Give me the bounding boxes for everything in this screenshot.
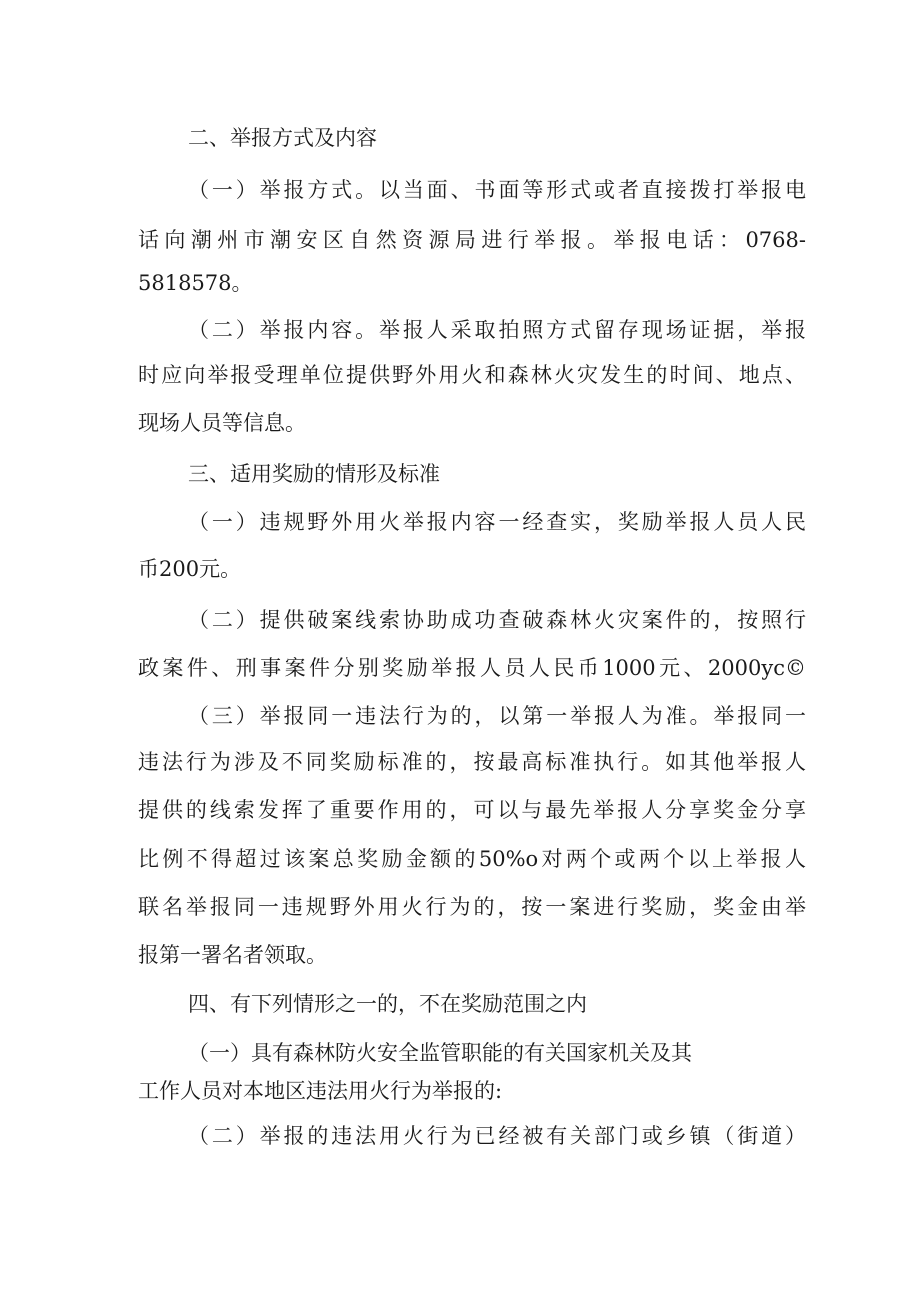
paragraph-line: （一）具有森林防火安全监管职能的有关国家机关及其 (188, 1041, 692, 1065)
paragraph-line: 话向潮州市潮安区自然资源局进行举报。举报电话：0768- (138, 228, 806, 252)
section-heading-4: 四、有下列情形之一的，不在奖励范围之内 (188, 992, 587, 1016)
paragraph-line: 报第一署名者领取。 (138, 943, 327, 967)
paragraph-line: 提供的线索发挥了重要作用的，可以与最先举报人分享奖金分享 (138, 798, 806, 822)
paragraph-line: （二）举报内容。举报人采取拍照方式留存现场证据，举报 (188, 318, 806, 342)
paragraph-line: 工作人员对本地区违法用火行为举报的: (138, 1079, 503, 1103)
paragraph-line: （二）举报的违法用火行为已经被有关部门或乡镇（街道） (188, 1124, 806, 1148)
paragraph-line: 联名举报同一违规野外用火行为的，按一案进行奖励，奖金由举 (138, 895, 806, 919)
paragraph-line: 币200元。 (138, 557, 242, 581)
paragraph-line: 比例不得超过该案总奖励金额的50%o对两个或两个以上举报人 (138, 847, 806, 871)
paragraph-line: （一）举报方式。以当面、书面等形式或者直接拨打举报电 (188, 178, 806, 202)
paragraph-line: 现场人员等信息。 (138, 411, 306, 435)
paragraph-line: 5818578。 (138, 271, 253, 295)
paragraph-line: 政案件、刑事案件分别奖励举报人员人民币1000元、2000yc© (138, 656, 806, 680)
paragraph-line: （二）提供破案线索协助成功查破森林火灾案件的，按照行 (188, 608, 806, 632)
section-heading-3: 三、适用奖励的情形及标准 (188, 462, 440, 486)
paragraph-line: 违法行为涉及不同奖励标准的，按最高标准执行。如其他举报人 (138, 750, 806, 774)
paragraph-line: 时应向举报受理单位提供野外用火和森林火灾发生的时间、地点、 (138, 363, 806, 387)
paragraph-line: （三）举报同一违法行为的，以第一举报人为准。举报同一 (188, 704, 806, 728)
paragraph-line: （一）违规野外用火举报内容一经查实，奖励举报人员人民 (188, 510, 806, 534)
section-heading-2: 二、举报方式及内容 (188, 126, 377, 150)
